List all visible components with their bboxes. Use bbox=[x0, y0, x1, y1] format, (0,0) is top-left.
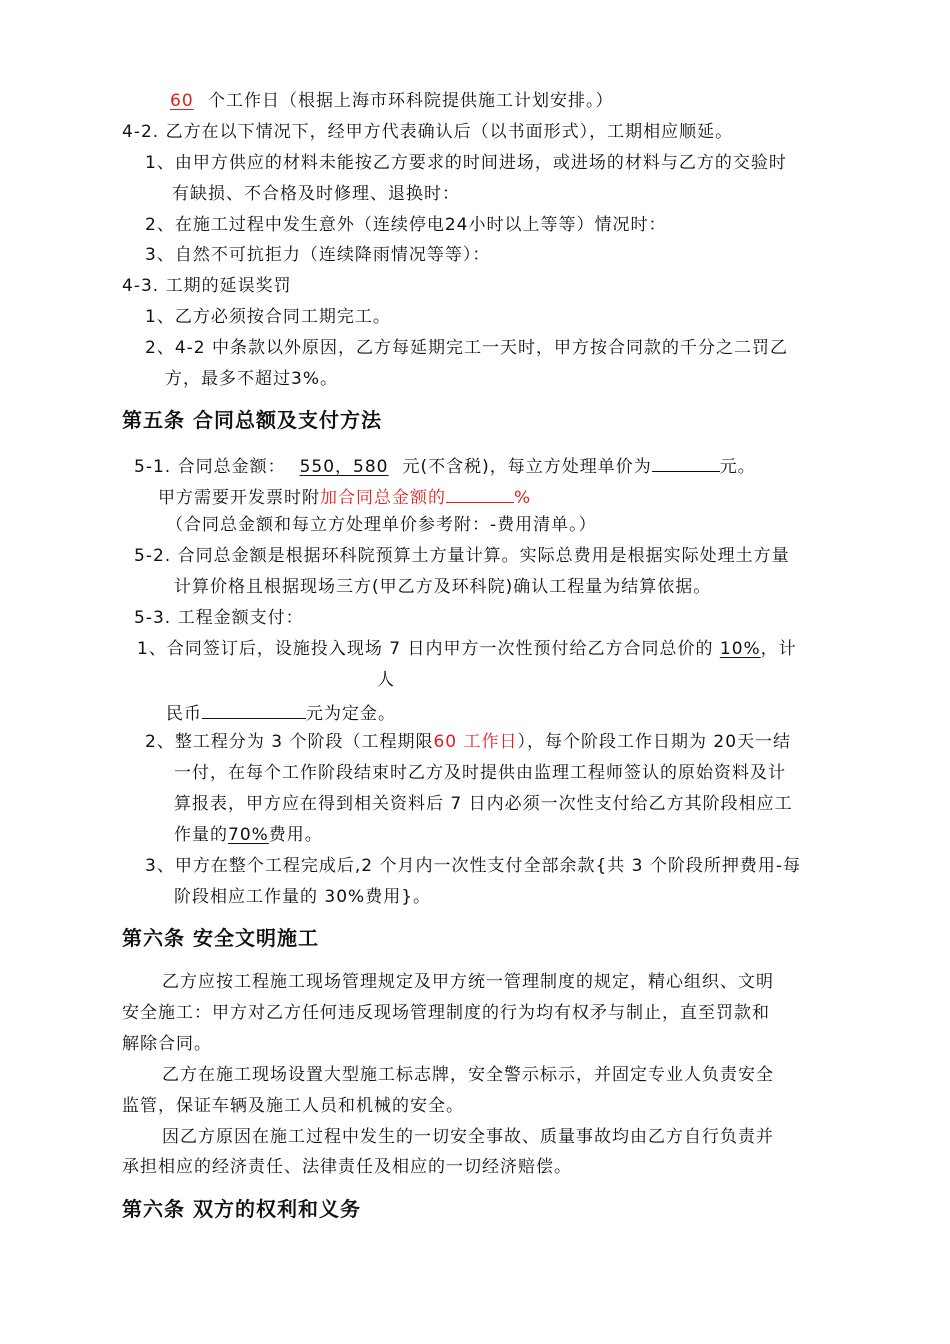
safety-p2a: 乙方在施工现场设置大型施工标志牌，安全警示标示，并固定专业人负责安全 bbox=[162, 1065, 774, 1085]
clause-text: 合同总金额是根据环科院预算土方量计算。实际总费用是根据实际处理土方量 bbox=[177, 546, 790, 566]
clause-text: 工程金额支付： bbox=[177, 608, 304, 628]
invoice-pct-blank bbox=[446, 484, 514, 503]
item-text: 日内甲方一次性预付给乙方合同总价的 bbox=[407, 639, 714, 659]
safety-p1c: 解除合同。 bbox=[122, 1034, 212, 1054]
invoice-text: 甲方需要开发票时附 bbox=[158, 488, 320, 508]
item-text: 2、整工程分为 bbox=[145, 732, 265, 752]
invoice-pct: % bbox=[514, 488, 532, 508]
item-text: 日内必须一次性支付给乙方其阶段相应工 bbox=[468, 794, 793, 814]
clause-4-2 bbox=[122, 121, 733, 143]
clause-4-3 bbox=[122, 275, 292, 297]
clause-4-3-item2a: 2、4-2 中条款以外原因，乙方每延期完工一天时，甲方按合同款的千分之二罚乙 bbox=[145, 338, 788, 358]
safety-p3b: 承担相应的经济责任、法律责任及相应的一切经济赔偿。 bbox=[122, 1157, 572, 1177]
contract-amount: 550，580 bbox=[299, 457, 389, 477]
safety-p1a: 乙方应按工程施工现场管理规定及甲方统一管理制度的规定，精心组织、文明 bbox=[162, 972, 774, 992]
clause-text: 工期的延误奖罚 bbox=[165, 276, 292, 296]
clause-number: 5-3. bbox=[134, 608, 172, 628]
item-text: ），每个阶段工作日期为 bbox=[517, 732, 708, 752]
item-text: 小时以上等等）情况时： bbox=[468, 215, 667, 235]
clause-text: 元(不含税)，每立方处理单价为 bbox=[402, 457, 652, 477]
payment-2d bbox=[174, 824, 323, 846]
item-number: 20 bbox=[713, 732, 738, 752]
duration-days: 60 bbox=[170, 91, 194, 111]
payment-1 bbox=[137, 638, 797, 660]
clause-5-3 bbox=[134, 607, 304, 629]
item-text: 1、合同签订后，设施投入现场 bbox=[137, 639, 383, 659]
prepay-pct: 10% bbox=[719, 639, 761, 659]
rights-heading: 第六条 双方的权利和义务 bbox=[122, 1197, 361, 1221]
payment-3b: 阶段相应工作量的 30%费用}。 bbox=[174, 887, 432, 907]
item-text: 个阶段（工程期限 bbox=[289, 732, 434, 752]
stage-pct: 70% bbox=[228, 825, 269, 845]
payment-1-wrap: 人 bbox=[377, 670, 395, 690]
unit-price-blank bbox=[652, 453, 720, 472]
duration-text: 个工作日（根据上海市环科院提供施工计划安排。） bbox=[208, 91, 614, 111]
clause-4-2-item2 bbox=[145, 214, 666, 236]
item-text: 作量的 bbox=[174, 825, 228, 845]
item-text: ，计 bbox=[760, 639, 797, 659]
section-5-heading: 第五条 合同总额及支付方法 bbox=[122, 408, 382, 432]
duration-line bbox=[162, 90, 614, 112]
clause-5-2a bbox=[134, 545, 790, 567]
payment-2c bbox=[174, 793, 793, 815]
item-text: 方，最多不超过 bbox=[165, 369, 291, 389]
clause-5-1 bbox=[134, 453, 756, 478]
clause-text: 元。 bbox=[719, 457, 756, 477]
clause-5-2b: 计算价格且根据现场三方(甲乙方及环科院)确认工程量为结算依据。 bbox=[174, 577, 712, 597]
clause-text: 乙方在以下情况下，经甲方代表确认后（以书面形式），工期相应顺延。 bbox=[165, 122, 734, 142]
safety-p2b: 监管，保证车辆及施工人员和机械的安全。 bbox=[122, 1096, 464, 1116]
project-duration: 60 工作日 bbox=[433, 732, 518, 752]
item-number: 7 bbox=[389, 639, 402, 659]
clause-4-3-item1: 1、乙方必须按合同工期完工。 bbox=[145, 307, 391, 327]
clause-4-3-item2b bbox=[165, 368, 338, 390]
item-text: 元为定金。 bbox=[306, 704, 396, 724]
item-number: 24 bbox=[444, 215, 469, 235]
clause-4-2-item3: 3、自然不可抗拒力（连续降雨情况等等）： bbox=[145, 245, 491, 265]
invoice-highlight: 加合同总金额的 bbox=[320, 488, 446, 508]
payment-2a bbox=[145, 731, 791, 753]
clause-4-2-item1a: 1、由甲方供应的材料未能按乙方要求的时间进场，或进场的材料与乙方的交验时 bbox=[145, 153, 787, 173]
item-text: 费用。 bbox=[268, 825, 323, 845]
item-text: 。 bbox=[319, 369, 338, 389]
safety-p1b: 安全施工：甲方对乙方任何违反现场管理制度的行为均有权矛与制止，直至罚款和 bbox=[122, 1003, 770, 1023]
clause-number: 4-3. bbox=[122, 276, 160, 296]
clause-number: 5-2. bbox=[134, 546, 172, 566]
section-6-heading: 第六条 安全文明施工 bbox=[122, 926, 319, 950]
safety-p3a: 因乙方原因在施工过程中发生的一切安全事故、质量事故均由乙方自行负责并 bbox=[162, 1127, 774, 1147]
item-number: 7 bbox=[450, 794, 463, 814]
payment-3a: 3、甲方在整个工程完成后,2 个月内一次性支付全部余款{共 3 个阶段所押费用-每 bbox=[145, 856, 802, 876]
item-text: 2、在施工过程中发生意外（连续停电 bbox=[145, 215, 445, 235]
clause-number: 4-2. bbox=[122, 122, 160, 142]
clause-number: 5-1. bbox=[134, 457, 172, 477]
payment-1-rmb bbox=[166, 700, 396, 725]
item-text: 算报表，甲方应在得到相关资料后 bbox=[174, 794, 444, 814]
payment-2b: 一付，在每个工作阶段结束时乙方及时提供由监理工程师签认的原始资料及计 bbox=[174, 763, 786, 783]
penalty-cap: 3% bbox=[291, 369, 320, 389]
fee-note: （合同总金额和每立方处理单价参考附：-费用清单。） bbox=[166, 515, 597, 535]
item-text: 天一结 bbox=[737, 732, 792, 752]
deposit-blank bbox=[202, 700, 306, 719]
clause-4-2-item1b: 有缺损、不合格及时修理、退换时： bbox=[172, 184, 460, 204]
item-text: 民币 bbox=[166, 704, 202, 724]
clause-label: 合同总金额： bbox=[177, 457, 286, 477]
invoice-line bbox=[158, 484, 531, 509]
item-number: 3 bbox=[271, 732, 284, 752]
